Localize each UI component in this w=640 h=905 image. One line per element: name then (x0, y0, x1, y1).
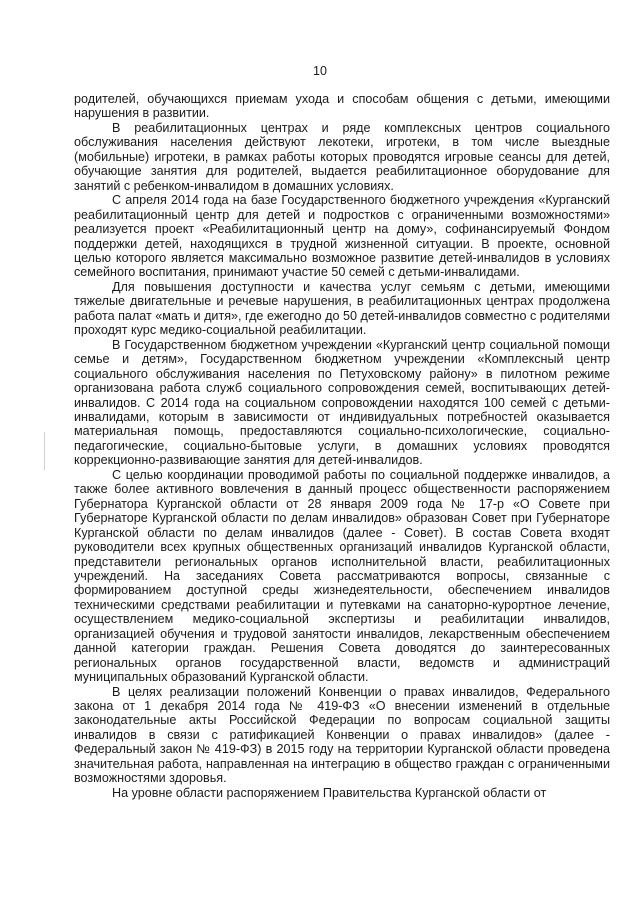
document-body (74, 92, 610, 800)
paragraph-2: В реабилитационных центрах и ряде комплексных центров социального обслуживания населения действуют лекотеки, игротеки, в том числе выездные (мобильные) игротеки, в рамках работы которых проводятся игровые сеансы для детей, обучающие занятия для родителей, выдается реабилитационное оборудование для занятий с ребенком-инвалидом в домашних условиях. (74, 120, 610, 193)
paragraph-1: родителей, обучающихся приемам ухода и способам общения с детьми, имеющими нарушения в развитии. (74, 92, 610, 121)
paragraph-7: В целях реализации положений Конвенции о правах инвалидов, Федерального закона от 1 декабря 2014 года № 419-ФЗ «О внесении изменений в отдельные законодательные акты Российской Федерации по вопросам социальной защиты инвалидов в связи с ратификацией Конвенции о правах инвалидов» (далее - Федеральный закон № 419-ФЗ) в 2015 году на территории Курганской области проведена значительная работа, направленная на интеграцию в общество граждан с ограниченными возможностями здоровья. (74, 684, 610, 786)
paragraph-6: С целью координации проводимой работы по социальной поддержке инвалидов, а также более активного вовлечения в данный процесс общественности распоряжением Губернатора Курганской области от 28 января 2009 года № 17-р «О Совете при Губернаторе Курганской области по делам инвалидов» образован Совет при Губернаторе Курганской области по делам инвалидов (далее - Совет). В состав Совета входят руководители всех крупных общественных организаций инвалидов Курганской области, представители региональных органов исполнительной власти, реабилитационных учреждений. На заседаниях Совета рассматриваются вопросы, связанные с формированием доступной среды жизнедеятельности, обеспечением инвалидов техническими средствами реабилитации и путевками на санаторно-курортное лечение, осуществлением медико-социальной экспертизы и реабилитации инвалидов, организацией обучения и трудовой занятости инвалидов, лекарственным обеспечением данной категории граждан. Решения Совета доводятся до заинтересованных региональных органов государственной власти, ведомств и администраций муниципальных образований Курганской области. (74, 467, 610, 685)
scan-artifact-mark (44, 432, 45, 470)
paragraph-3: С апреля 2014 года на базе Государственного бюджетного учреждения «Курганский реабилитационный центр для детей и подростков с ограниченными возможностями» реализуется проект «Реабилитационный центр на дому», софинансируемый Фондом поддержки детей, находящихся в трудной жизненной ситуации. В проекте, основной целью которого является максимально возможное развитие детей-инвалидов в условиях семейного воспитания, принимают участие 50 семей с детьми-инвалидами. (74, 193, 610, 280)
page-number: 10 (313, 64, 327, 78)
paragraph-4: Для повышения доступности и качества услуг семьям с детьми, имеющими тяжелые двигательные и речевые нарушения, в реабилитационных центрах продолжена работа палат «мать и дитя», где ежегодно до 50 детей-инвалидов совместно с родителями проходят курс медико-социальной реабилитации. (74, 279, 610, 338)
paragraph-8: На уровне области распоряжением Правительства Курганской области от (112, 785, 547, 800)
paragraph-5: В Государственном бюджетном учреждении «Курганский центр социальной помощи семье и детям», Государственном бюджетном учреждении «Комплексный центр социального обслуживания населения по Петуховскому району» в пилотном режиме организована работа служб социального сопровождения семей, воспитывающих детей-инвалидов. С 2014 года на социальном сопровождении находятся 100 семей с детьми-инвалидами, которым в зависимости от индивидуальных потребностей оказывается материальная помощь, предоставляются социально-психологические, социально-педагогические, социально-бытовые услуги, в домашних условиях проводятся коррекционно-развивающие занятия для детей-инвалидов. (74, 337, 610, 468)
